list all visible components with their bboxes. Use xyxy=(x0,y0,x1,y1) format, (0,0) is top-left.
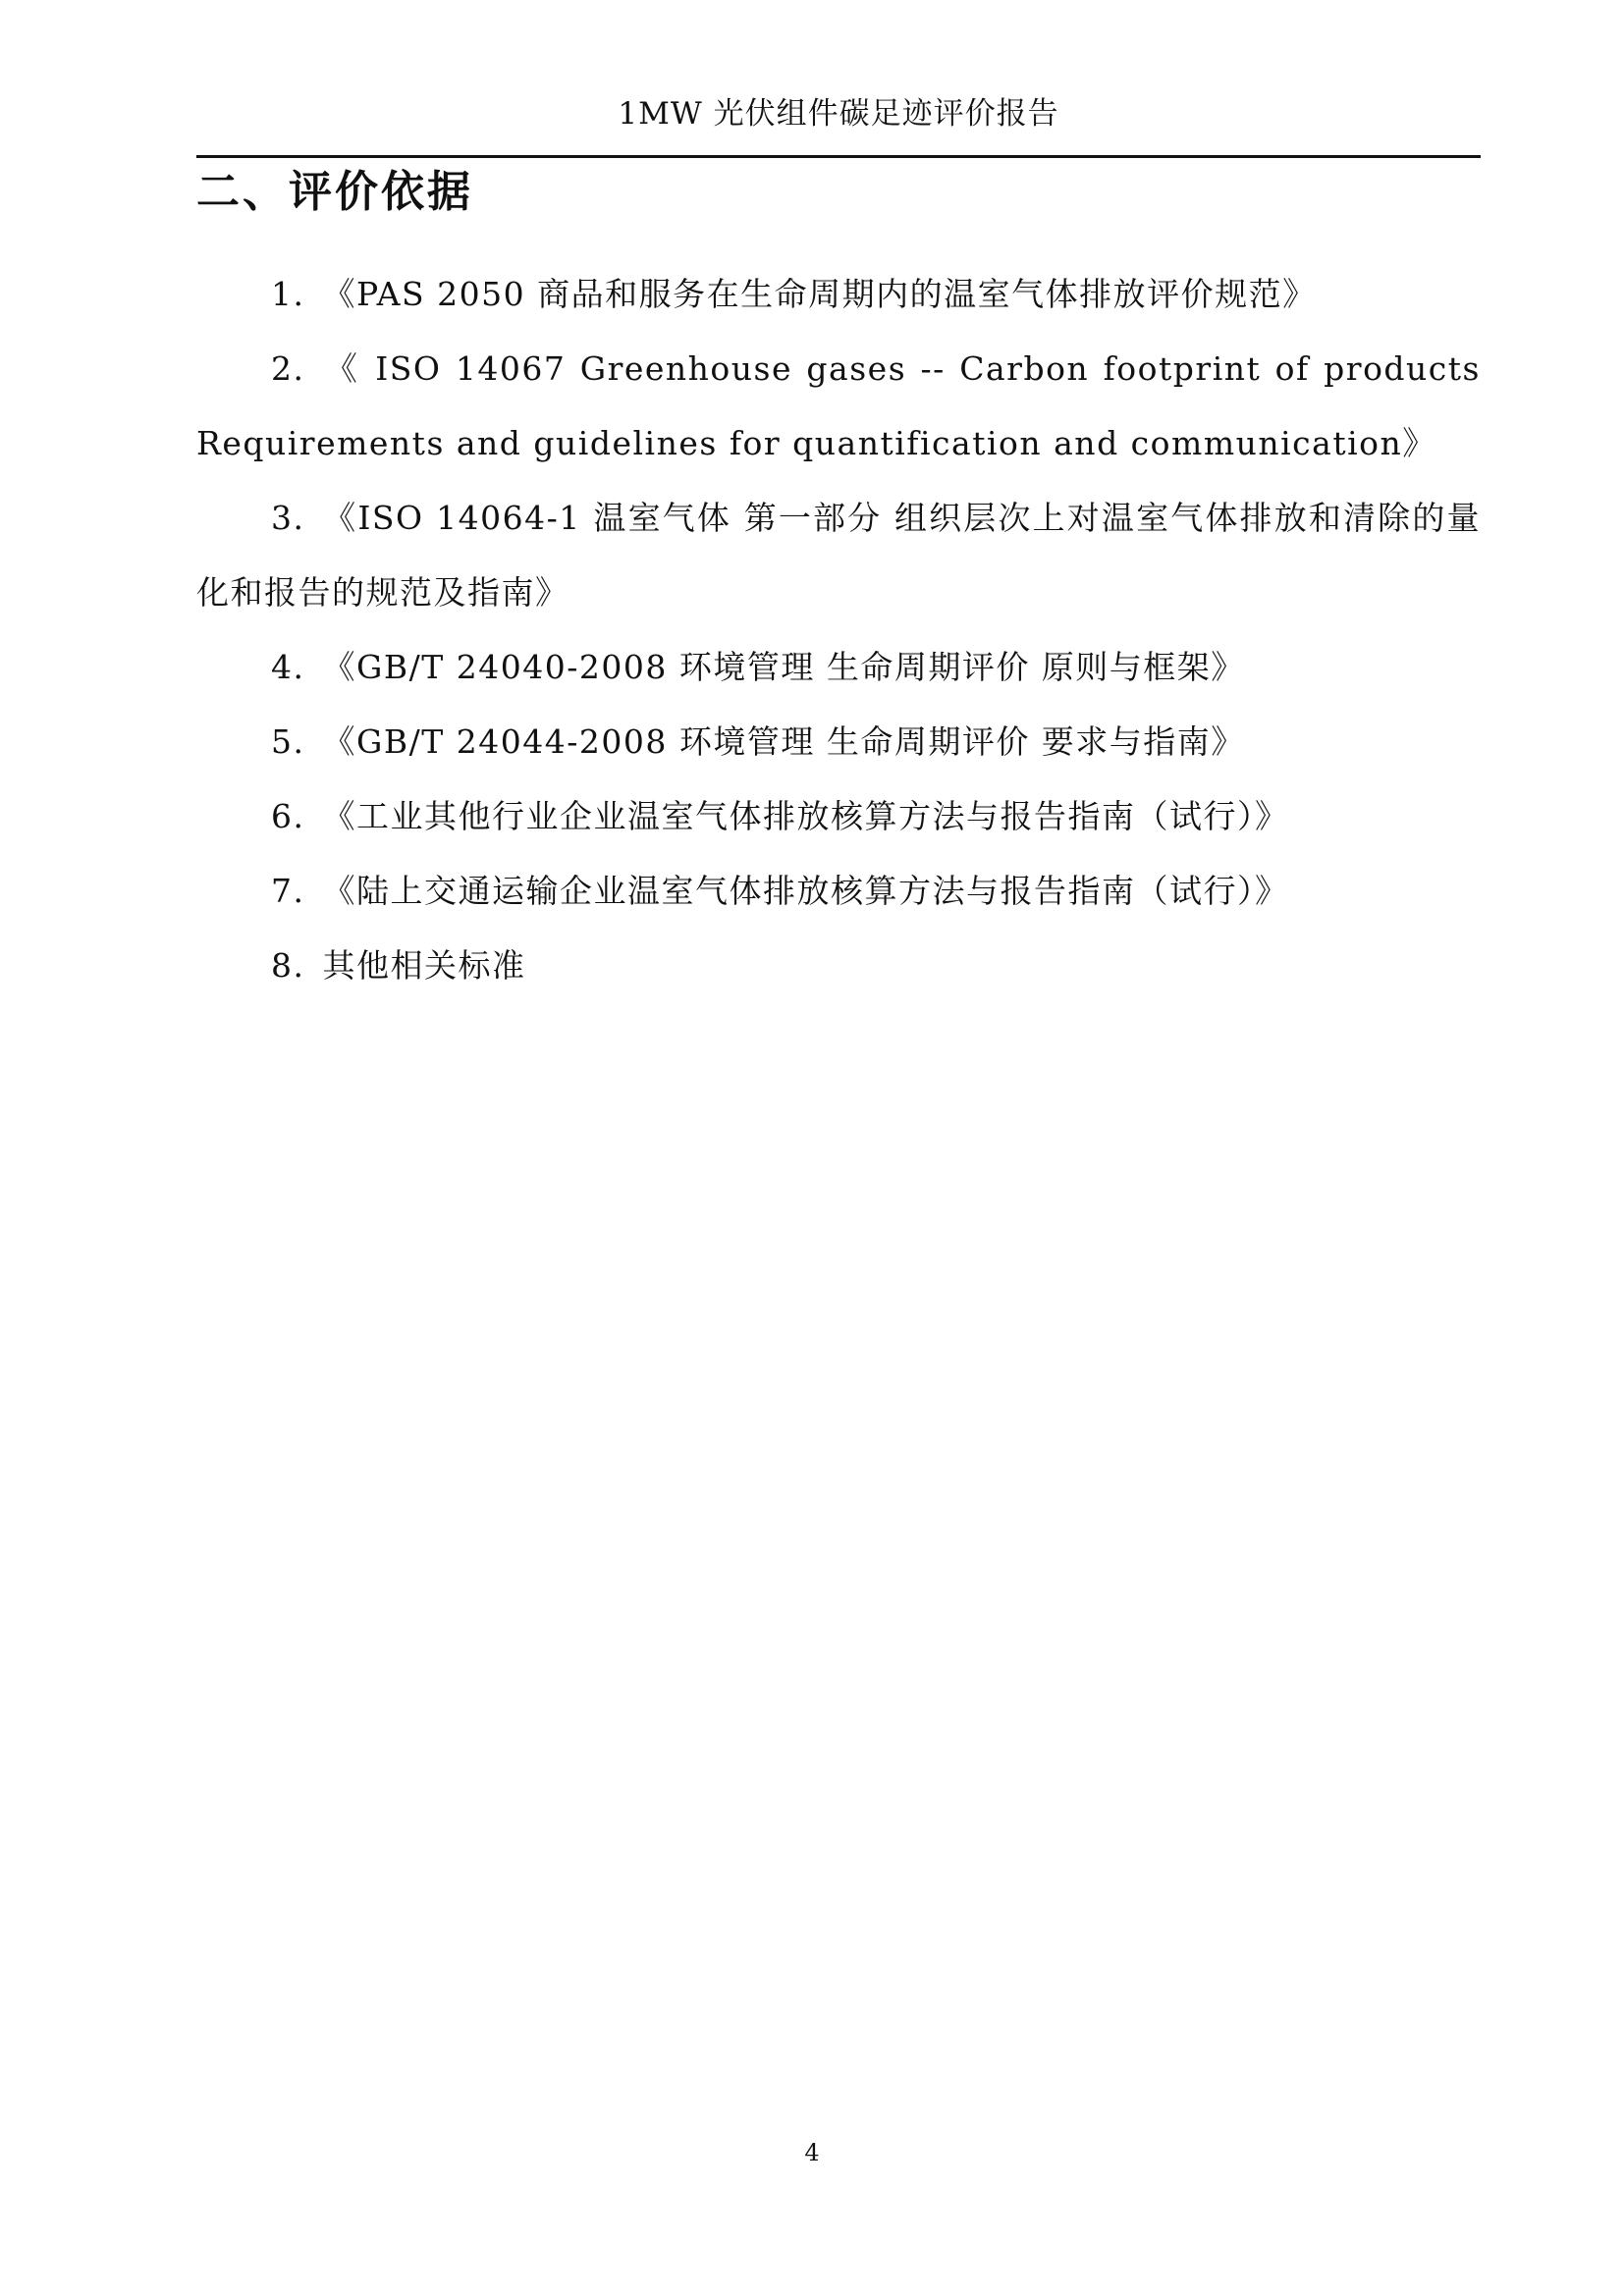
reference-number: 6. xyxy=(271,797,305,835)
reference-number: 1. xyxy=(271,275,305,313)
reference-text: 其他相关标准 xyxy=(322,946,526,985)
reference-text: 《陆上交通运输企业温室气体排放核算方法与报告指南（试行）》 xyxy=(322,872,1289,910)
section-heading: 二、评价依据 xyxy=(196,167,473,217)
reference-number: 7. xyxy=(271,872,305,910)
header-rule xyxy=(196,155,1481,158)
reference-item xyxy=(196,854,1481,929)
reference-text: 《PAS 2050 商品和服务在生命周期内的温室气体排放评价规范》 xyxy=(322,275,1317,313)
reference-list xyxy=(196,257,1481,1003)
reference-number: 3. xyxy=(271,499,305,537)
reference-item xyxy=(196,630,1481,705)
reference-text: 《工业其他行业企业温室气体排放核算方法与报告指南（试行）》 xyxy=(322,797,1289,835)
reference-text: 《GB/T 24040-2008 环境管理 生命周期评价 原则与框架》 xyxy=(322,648,1245,686)
reference-item xyxy=(196,481,1481,630)
reference-number: 4. xyxy=(271,648,305,686)
reference-item xyxy=(196,332,1481,481)
reference-text: 《GB/T 24044-2008 环境管理 生命周期评价 要求与指南》 xyxy=(322,722,1245,761)
reference-text: 《ISO 14064-1 温室气体 第一部分 组织层次上对温室气体排放和清除的量化和报告的规范及指南》 xyxy=(196,499,1481,612)
reference-number: 2. xyxy=(271,349,305,388)
reference-text: 《 ISO 14067 Greenhouse gases -- Carbon footprint of products Requirements and guidelines for quantification and communication》 xyxy=(196,349,1481,462)
reference-item xyxy=(196,257,1481,332)
reference-item xyxy=(196,929,1481,1003)
running-header: 1MW 光伏组件碳足迹评价报告 xyxy=(618,96,1059,132)
reference-item xyxy=(196,705,1481,779)
reference-item xyxy=(196,779,1481,854)
page-number: 4 xyxy=(804,2139,820,2166)
reference-number: 8. xyxy=(271,946,305,985)
reference-number: 5. xyxy=(271,722,305,761)
